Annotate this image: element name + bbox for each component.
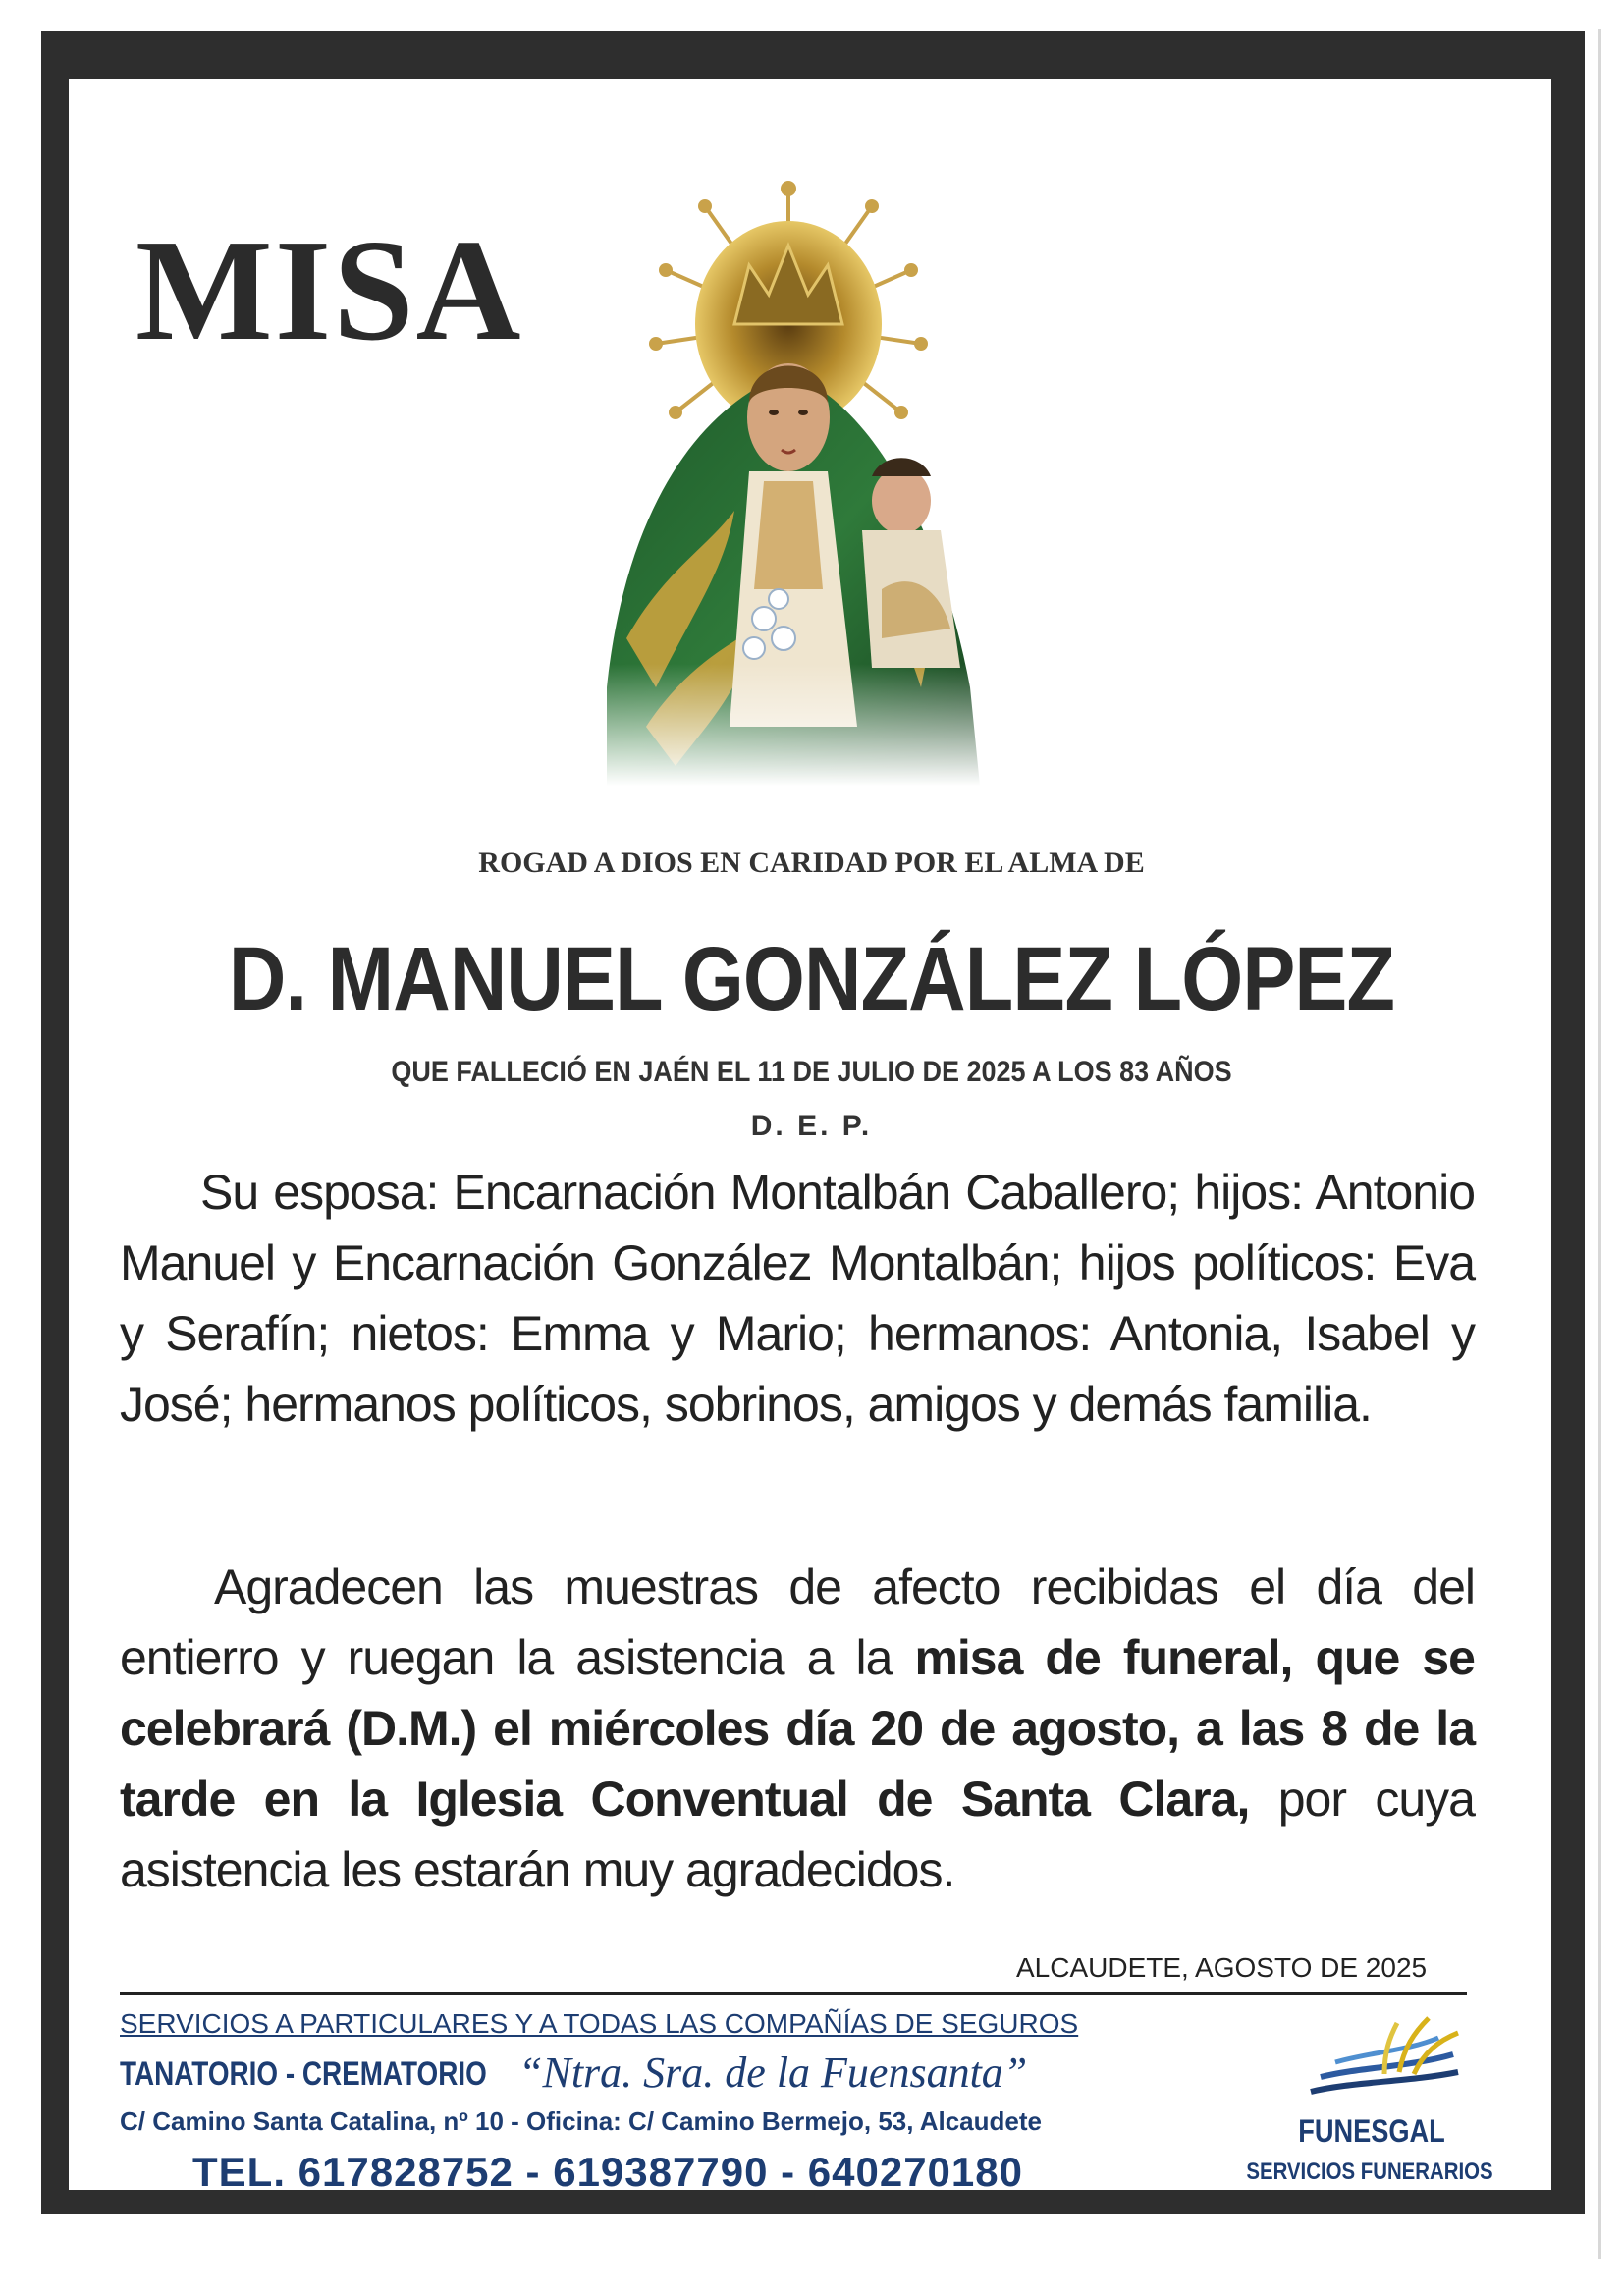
- place-date: ALCAUDETE, AGOSTO DE 2025: [1016, 1952, 1428, 1983]
- services-line: SERVICIOS A PARTICULARES Y A TODAS LAS COMPAÑÍAS DE SEGUROS: [120, 2008, 1079, 2039]
- scan-edge-line: [1598, 29, 1601, 2259]
- deceased-name: D. MANUEL GONZÁLEZ LÓPEZ: [228, 929, 1395, 1029]
- mass-text-part1: Agradecen las muestras de afecto recibidas el día del entierro y ruegan la asistencia a la: [120, 1559, 1475, 1685]
- phone-numbers: TEL. 617828752 - 619387790 - 640270180: [192, 2149, 1023, 2195]
- mass-paragraph: [120, 1552, 1475, 1905]
- mass-text-bold: misa de funeral, que se celebrará (D.M.) el miércoles día 20 de agosto, a las 8 de la tarde en la Iglesia Conventual de Santa Clara,: [120, 1630, 1475, 1827]
- funesgal-logo-icon: [1291, 2013, 1468, 2102]
- dep-abbreviation: D. E. P.: [750, 1110, 873, 1142]
- address-line: C/ Camino Santa Catalina, nº 10 - Oficina: C/ Camino Bermejo, 53, Alcaudete: [120, 2106, 1042, 2136]
- family-text: Su esposa: Encarnación Montalbán Caballero; hijos: Antonio Manuel y Encarnación González Montalbán; hijos políticos: Eva y Serafín; nietos: Emma y Mario; hermanos: Antonia, Isabel y José; hermanos políticos, sobrinos, amigos y demás familia.: [120, 1165, 1475, 1432]
- page-title: MISA: [135, 210, 523, 371]
- intro-prayer: ROGAD A DIOS EN CARIDAD POR EL ALMA DE: [478, 847, 1145, 879]
- tanatorio-name: “Ntra. Sra. de la Fuensanta”: [518, 2049, 1028, 2097]
- family-paragraph: [120, 1157, 1475, 1440]
- death-info: QUE FALLECIÓ EN JAÉN EL 11 DE JULIO DE 2025 A LOS 83 AÑOS: [391, 1056, 1232, 1088]
- mass-text-part2: por cuya asistencia les estarán muy agradecidos.: [120, 1772, 1475, 1897]
- footer-divider: [120, 1992, 1467, 1995]
- tanatorio-label: TANATORIO - CREMATORIO: [120, 2055, 487, 2093]
- virgin-image: [587, 177, 1009, 786]
- brand-name: FUNESGAL: [1298, 2113, 1445, 2149]
- brand-subtitle: SERVICIOS FUNERARIOS: [1246, 2159, 1493, 2185]
